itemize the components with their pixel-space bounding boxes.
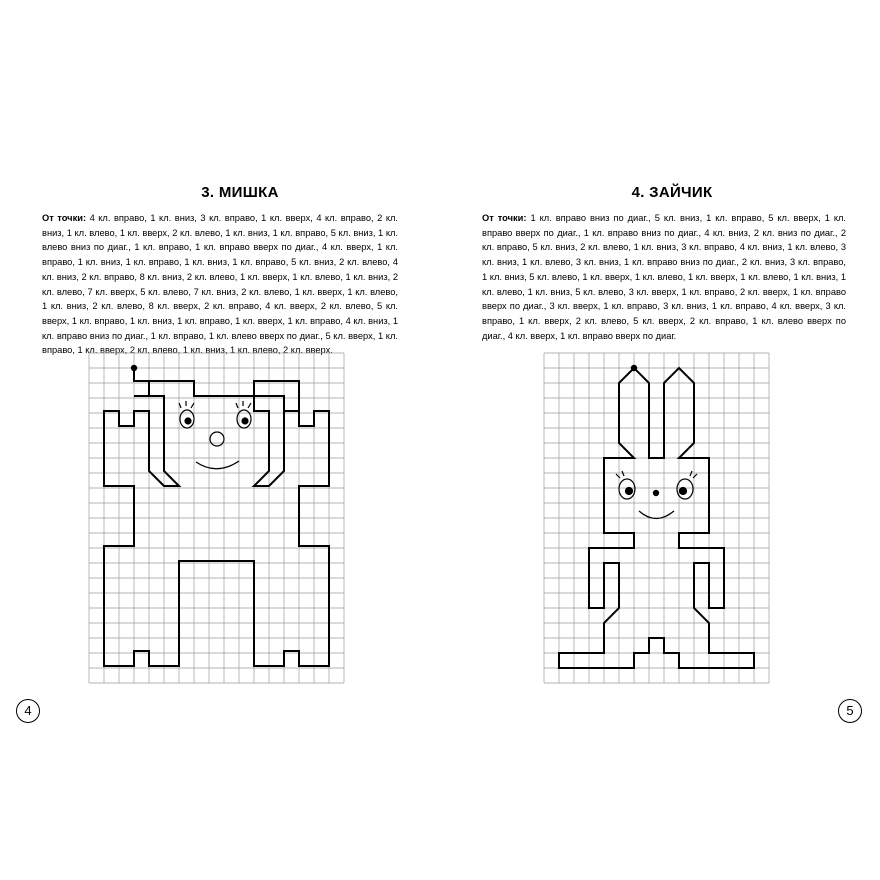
right-eyelashes bbox=[236, 401, 251, 408]
page-number: 4 bbox=[16, 699, 40, 723]
nose bbox=[653, 490, 658, 495]
start-point bbox=[631, 365, 637, 371]
instructions-lead: От точки: bbox=[42, 213, 87, 223]
instructions-text: 1 кл. вправо вниз по диаг., 5 кл. вниз, 1 кл. вправо, 5 кл. вверх, 1 кл. вправо вверх по диаг., 1 кл. вправо вниз по диаг., 4 кл. вниз, 2 кл. вниз по диаг., 2 кл. вправо, 5 кл. вниз, 2 кл. влево, 1 кл. вниз, 3 кл. вправо, 4 кл. вниз, 1 кл. влево, 3 кл. вниз, 1 кл. влево, 3 кл. вниз, 1 кл. вправо вниз по диаг., 2 кл. вниз, 3 кл. вправо, 1 кл. вниз, 5 кл. влево, 1 кл. вверх, 1 кл. влево, 1 кл. вверх, 1 кл. влево, 1 кл. вниз, 1 кл. влево, 1 кл. вниз, 5 кл. влево, 3 кл. вверх, 1 кл. вправо, 2 кл. вверх, 1 кл. вправо вверх по диаг., 3 кл. вверх, 1 кл. вправо, 3 кл. вниз, 1 кл. вправо, 4 кл. вверх, 3 кл. вправо, 1 кл. вверх, 2 кл. влево, 5 кл. вверх, 2 кл. вправо, 1 кл. влево вверх по диаг., 4 кл. вверх, 1 кл. вправо вверх по диаг. bbox=[482, 213, 846, 341]
page-title-bunny: 4. ЗАЙЧИК bbox=[631, 184, 713, 201]
left-pupil bbox=[185, 418, 191, 424]
bunny-face bbox=[616, 471, 697, 519]
right-pupil bbox=[680, 488, 687, 495]
left-eyelashes bbox=[179, 401, 194, 408]
start-point bbox=[131, 365, 137, 371]
page-number: 5 bbox=[838, 699, 862, 723]
bunny-drawing-grid bbox=[440, 0, 880, 880]
instructions-text: 4 кл. вправо, 1 кл. вниз, 3 кл. вправо, 1 кл. вверх, 4 кл. вправо, 2 кл. вниз, 1 кл. влево, 1 кл. вверх, 2 кл. влево, 1 кл. вниз, 1 кл. вправо, 5 кл. вниз, 1 кл. влево вниз по диаг., 1 кл. вправо, 1 кл. вправо вверх по диаг., 4 кл. вверх, 1 кл. вправо, 1 кл. вниз, 1 кл. вправо, 1 кл. вниз, 1 кл. вправо, 5 кл. вниз, 2 кл. влево, 4 кл. вниз, 2 кл. вправо, 8 кл. вниз, 2 кл. влево, 1 кл. вверх, 1 кл. влево, 1 кл. вниз, 2 кл. влево, 7 кл. вверх, 5 кл. влево, 7 кл. вниз, 2 кл. влево, 1 кл. вверх, 1 кл. влево, 1 кл. вниз, 2 кл. влево, 8 кл. вверх, 2 кл. вправо, 4 кл. вверх, 2 кл. влево, 5 кл. вверх, 1 кл. вправо, 1 кл. вниз, 1 кл. вправо, 1 кл. вверх, 1 кл. вправо, 4 кл. вниз, 1 кл. вправо вниз по диаг., 1 кл. вправо, 1 кл. влево вверх по диаг., 5 кл. вверх, 1 кл. вправо, 1 кл. вверх, 2 кл. влево, 1 кл. вниз, 1 кл. влево, 2 кл. вверх. bbox=[42, 213, 398, 356]
mouth bbox=[196, 461, 239, 469]
right-eyelashes bbox=[690, 471, 697, 478]
grid-lines bbox=[89, 353, 344, 683]
nose bbox=[210, 432, 224, 446]
instructions-lead: От точки: bbox=[482, 213, 527, 223]
bear-face bbox=[179, 401, 251, 469]
right-pupil bbox=[242, 418, 248, 424]
left-pupil bbox=[626, 488, 633, 495]
mouth bbox=[639, 511, 674, 519]
right-page bbox=[440, 0, 880, 880]
page-title-bear: 3. МИШКА bbox=[201, 184, 279, 201]
left-eyelashes bbox=[616, 471, 624, 478]
